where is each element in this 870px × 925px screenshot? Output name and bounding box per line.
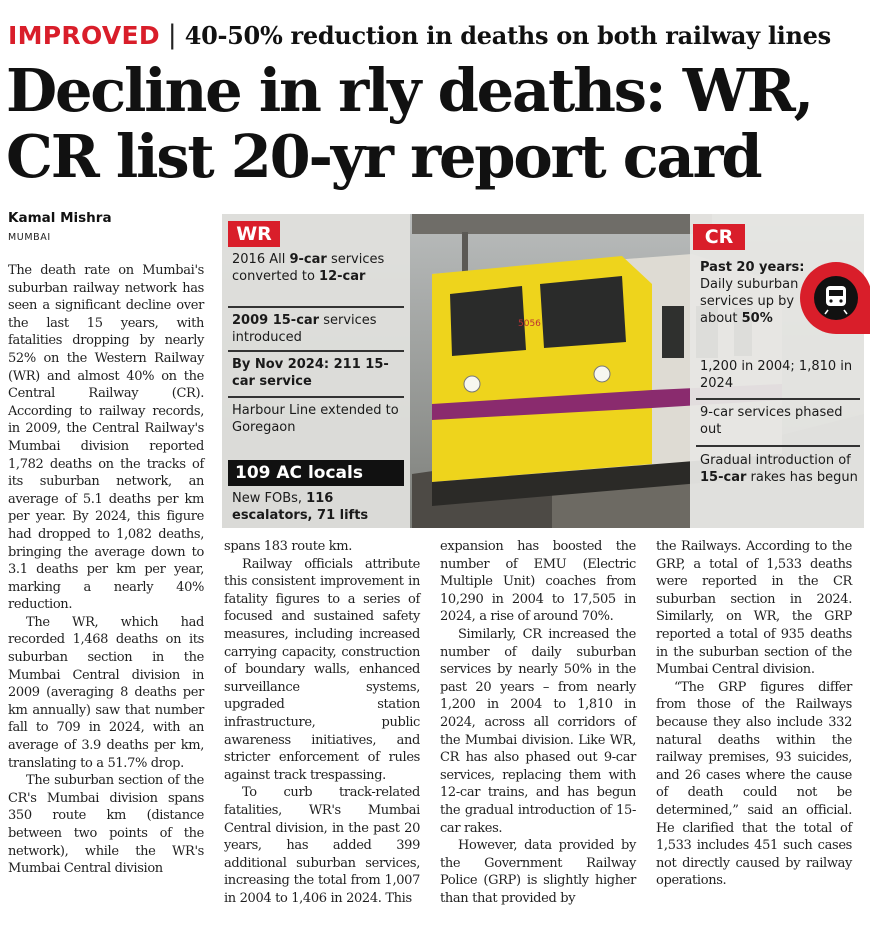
train-icon-light: [829, 299, 832, 302]
article-paragraph-5: To curb track-related fatalities, WR's Mumbai Central division, in the past 20 years, has added 399 additional suburban services, increasing the total from 1,007 in 2004 to 1,406 in 2024. This: [224, 785, 420, 906]
train-windshield-right: [540, 276, 626, 348]
cr-fact-15car-text-2: rakes has begun: [746, 470, 858, 485]
wr-divider: [228, 350, 404, 352]
wr-ac-locals: 109 AC locals: [228, 460, 404, 486]
cr-tag: CR: [693, 224, 745, 250]
cr-fact-counts: 1,200 in 2004; 1,810 in 2024: [700, 359, 853, 391]
wr-fact-2009-highlight: 2009 15-car: [232, 313, 320, 328]
wr-fact-2016-highlight-2: 12-car: [319, 269, 366, 284]
article-paragraph-5-continued: expansion has boosted the number of EMU (Electric Multiple Unit) coaches from 10,290 in 2004 to 17,505 in 2024, a rise of around 70%.: [440, 539, 636, 625]
cr-fact-9car: 9-car services phased out: [700, 405, 843, 437]
kicker-separator: |: [167, 20, 177, 50]
wr-fact-fobs-text: New FOBs,: [232, 491, 307, 506]
article-paragraph-6: Similarly, CR increased the number of daily suburban services by nearly 50% in the past 20 years – from nearly 1,200 in 2004 to 1,810 in 2024, across all corridors of the Mumbai division. Like WR, CR has also phased out 9-car services, replacing them with 12-car trains, and has begun the gradual introduction of 15-car rakes.: [440, 626, 636, 836]
train-icon-window: [829, 290, 843, 296]
cr-fact-services-percent: 50%: [741, 311, 773, 326]
kicker-line: [8, 18, 831, 52]
cr-fact-services-highlight: Past 20 years:: [700, 260, 805, 275]
article-paragraph-3: The suburban section of the CR's Mumbai division spans 350 route km (distance between two points of the network), while the WR's Mumbai Central division: [8, 773, 204, 877]
wr-fact-2016-highlight: 9-car: [289, 252, 327, 267]
article-column-3: [440, 538, 636, 907]
wr-fact-2009: [232, 312, 404, 346]
headline-line-2: CR list 20-yr report card: [6, 122, 761, 191]
cr-fact-15car: [700, 452, 860, 486]
wr-divider: [228, 396, 404, 398]
article-paragraph-7: However, data provided by the Government Railway Police (GRP) is slightly higher than that provided by: [440, 838, 636, 906]
train-icon-light: [839, 299, 842, 302]
wr-tag: WR: [228, 221, 280, 247]
wr-fact-2024-text: By Nov 2024: 211 15-car service: [232, 357, 389, 389]
cr-divider: [696, 445, 860, 447]
article-paragraph-8: “The GRP figures differ from those of the Railways because they also include 332 natural deaths within the railway premises, 93 suicides, and 26 cases where the cause of death could not be determined,” said an official. He clarified that the total of 1,533 includes 451 such cases not directly caused by railway operations.: [656, 679, 852, 889]
wr-fact-2016-year: 2016 All: [232, 252, 290, 267]
cr-fact-services-text: Daily suburban services up by about: [700, 277, 799, 326]
train-headlight-right: [594, 366, 610, 382]
wr-fact-fobs-highlight: 116 escalators, 71 lifts: [232, 491, 369, 523]
dateline: MUMBAI: [8, 232, 51, 243]
article-paragraph-3-continued: spans 183 route km.: [224, 539, 353, 554]
article-paragraph-4: Railway officials attribute this consistent improvement in fatality figures to a series of focused and sustained safety measures, including increased carrying capacity, construction of boundary walls, enhanced surveillance systems, upgraded station infrastructure, public awareness initiatives, and stricter enforcement of rules against track trespassing.: [224, 556, 420, 783]
train-side-window: [662, 306, 684, 358]
article-column-1: [8, 262, 204, 878]
article-paragraph-1: The death rate on Mumbai's suburban railway network has seen a significant decline over the last 15 years, with fatalities dropping by nearly 52% on the Western Railway (WR) and almost 40% on the Central Railway (CR). According to railway records, in 2009, the Central Railway's Mumbai division reported 1,782 deaths on the tracks of its suburban network, an average of 5.1 deaths per km per year. By 2024, this figure had dropped to 1,082 deaths, bringing the average down to 3.1 deaths per km per year, marking a nearly 40% reduction.: [8, 263, 204, 613]
train-windshield-left: [450, 286, 526, 356]
cr-divider: [696, 398, 860, 400]
article-column-2: [224, 538, 420, 907]
wr-divider: [228, 306, 404, 308]
wr-fact-2016: [232, 251, 404, 285]
wr-fact-2016-text: services converted to: [232, 252, 385, 284]
article-column-4: [656, 538, 852, 890]
wr-fact-2024: [232, 356, 404, 390]
cr-fact-15car-text: Gradual introduction of: [700, 453, 851, 468]
cr-fact-15car-highlight: 15-car: [700, 470, 747, 485]
train-headlight-left: [464, 376, 480, 392]
wr-fact-2009-text: services introduced: [232, 313, 377, 345]
kicker-text: 40-50% reduction in deaths on both railway lines: [184, 20, 831, 50]
wr-fact-harbour: Harbour Line extended to Goregaon: [232, 403, 399, 435]
kicker-tag: IMPROVED: [8, 20, 160, 50]
wr-fact-fobs: [232, 490, 404, 524]
headline-line-1: Decline in rly deaths: WR,: [6, 56, 812, 125]
cr-fact-services: [700, 259, 818, 327]
byline-author: Kamal Mishra: [8, 210, 112, 226]
train-number: 5056: [518, 319, 541, 329]
article-paragraph-7-continued: the Railways. According to the GRP, a total of 1,533 deaths were reported in the CR suburban section in 2024. Similarly, on WR, the GRP reported a total of 935 deaths in the suburban section of the Mumbai Central division.: [656, 539, 852, 678]
overhead-structure: [412, 214, 712, 234]
headline: [6, 58, 866, 190]
article-paragraph-2: The WR, which had recorded 1,468 deaths on its suburban section in the Mumbai Central division in 2009 (averaging 8 deaths per km annually) saw that number fall to 709 in 2024, with an average of 3.9 deaths per km, translating to a 51.7% drop.: [8, 614, 204, 771]
